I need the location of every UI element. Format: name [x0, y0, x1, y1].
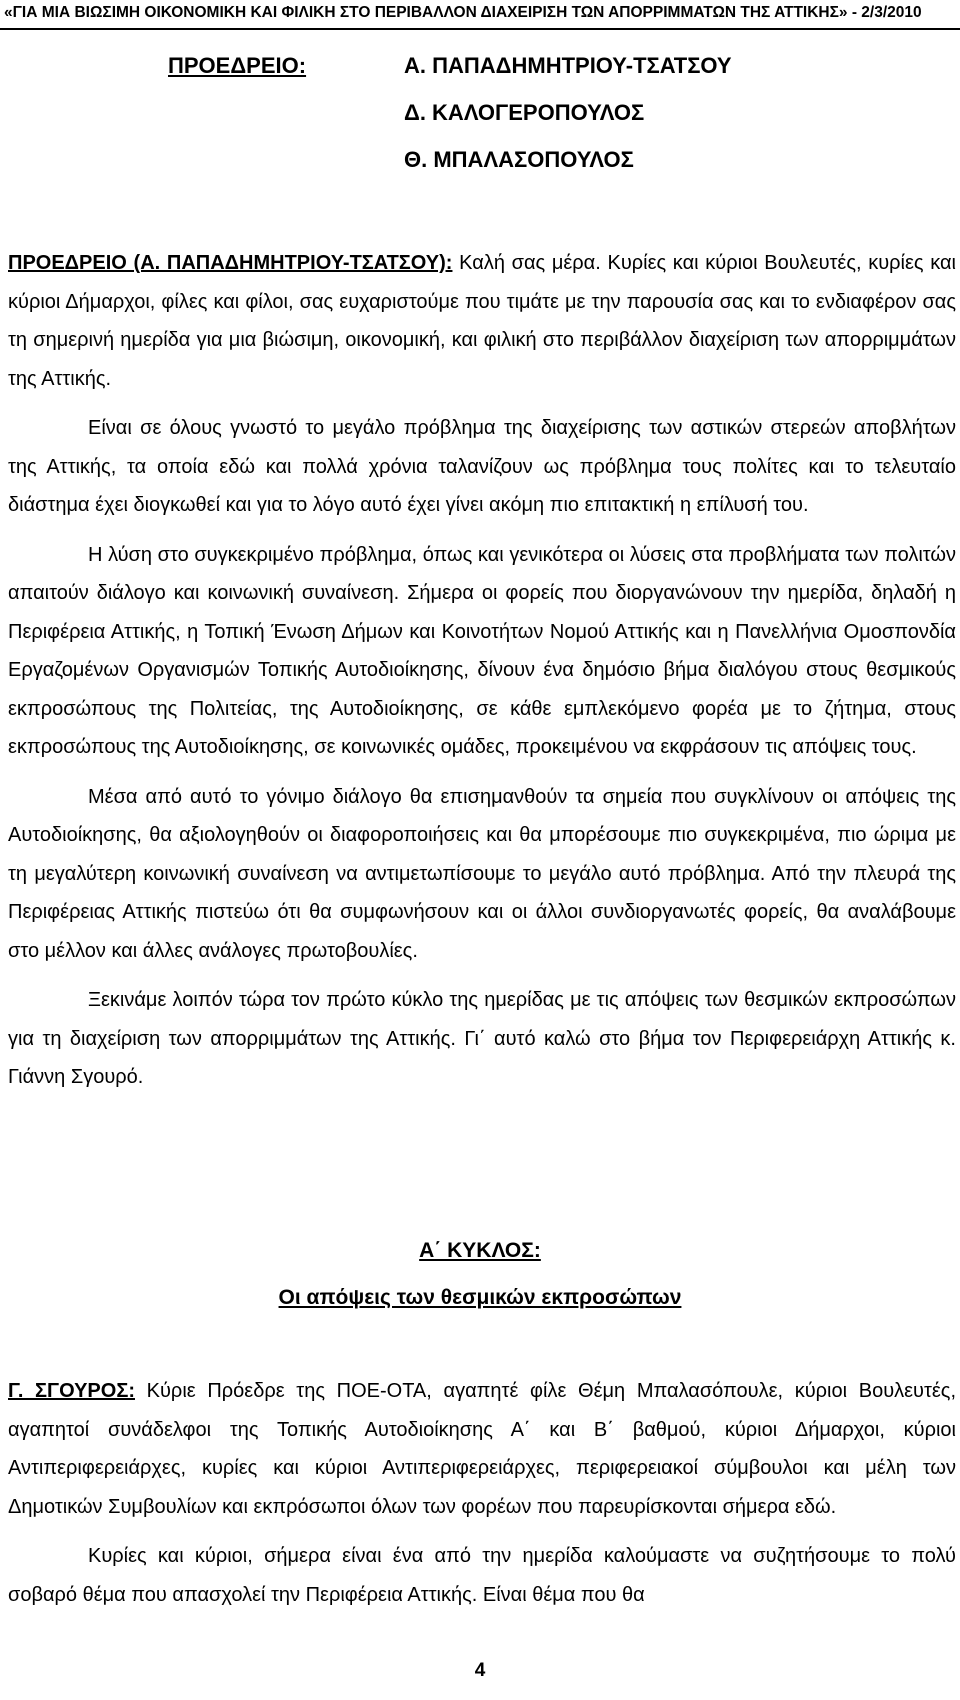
paragraph: Μέσα από αυτό το γόνιμο διάλογο θα επισημανθούν τα σημεία που συγκλίνουν οι απόψεις της Αυτοδιοίκησης, θα αξιολογηθούν οι διαφοροποιήσεις και θα μπορέσουμε πιο συγκεκριμένα, πιο ώριμα με τη μεγαλύτερη κοινωνική συναίνεση να αντιμετωπίσουμε το μεγάλο αυτό πρόβλημα. Από την πλευρά της Περιφέρειας Αττικής πιστεύω ότι θα συμφωνήσουν και οι άλλοι συνδιοργανωτές φορείς, θα αναλάβουμε στο μέλλον και άλλες ανάλογες πρωτοβουλίες. — [8, 785, 956, 962]
transcript-block-sgouros — [8, 1372, 956, 1625]
paragraph-text: Καλή σας μέρα. Κυρίες και κύριοι Βουλευτές, κυρίες και κύριοι Δήμαρχοι, φίλες και φίλοι, σας ευχαριστούμε που τιμάτε με την παρουσία σας και το ενδιαφέρον σας τη σημερινή ημερίδα για μια βιώσιμη, οικονομική, και φιλική στο περιβάλλον διαχείριση των απορριμμάτων της Αττικής. — [8, 252, 956, 390]
transcript-block-presidium — [8, 244, 956, 1108]
paragraph — [8, 1372, 956, 1526]
presidium-member: Δ. ΚΑΛΟΓΕΡΟΠΟΥΛΟΣ — [404, 100, 645, 125]
paragraph: Η λύση στο συγκεκριμένο πρόβλημα, όπως και γενικότερα οι λύσεις στα προβλήματα των πολιτών απαιτούν διάλογο και κοινωνική συναίνεση. Σήμερα οι φορείς που διοργανώνουν την ημερίδα, δηλαδή η Περιφέρεια Αττικής, η Τοπική Ένωση Δήμων και Κοινοτήτων Νομού Αττικής και η Πανελλήνια Ομοσπονδία Εργαζομένων Οργανισμών Τοπικής Αυτοδιοίκησης, δίνουν ένα δημόσιο βήμα διαλόγου στους θεσμικούς εκπροσώπους της Πολιτείας, της Αυτοδιοίκησης, σε κάθε εμπλεκόμενο φορέα με το ζήτημα, στους εκπροσώπους της Αυτοδιοίκησης, σε κοινωνικές ομάδες, προκειμένου να εκφράσουν τις απόψεις τους. — [8, 543, 956, 758]
section-subtitle: Οι απόψεις των θεσμικών εκπροσώπων — [278, 1286, 682, 1309]
paragraph: Κυρίες και κύριοι, σήμερα είναι ένα από την ημερίδα καλούμαστε να συζητήσουμε το πολύ σοβαρό θέμα που απασχολεί την Περιφέρεια Αττικής. Είναι θέμα που θα — [8, 1545, 956, 1606]
presidium-member: Α. ΠΑΠΑΔΗΜΗΤΡΙΟΥ-ΤΣΑΤΣΟΥ — [404, 53, 732, 78]
presidium-row — [168, 136, 868, 183]
paragraph: Είναι σε όλους γνωστό το μεγάλο πρόβλημα της διαχείρισης των αστικών στερεών αποβλήτων της Αττικής, τα οποία εδώ και πολλά χρόνια ταλανίζουν ως πρόβλημα τους πολίτες και το τελευταίο διάστημα έχει διογκωθεί και για το λόγο αυτό έχει γίνει ακόμη πιο επιτακτική η επίλυσή του. — [8, 417, 956, 516]
paragraph: Ξεκινάμε λοιπόν τώρα τον πρώτο κύκλο της ημερίδας με τις απόψεις των θεσμικών εκπροσώπων για τη διαχείριση των απορριμμάτων της Αττικής. Γι΄ αυτό καλώ στο βήμα τον Περιφερειάρχη Αττικής κ. Γιάννη Σγουρό. — [8, 989, 956, 1088]
speaker-name: Γ. ΣΓΟΥΡΟΣ: — [8, 1380, 135, 1402]
presidium-row — [168, 89, 868, 136]
presidium-member: Θ. ΜΠΑΛΑΣΟΠΟΥΛΟΣ — [404, 147, 634, 172]
speaker-name: ΠΡΟΕΔΡΕΙΟ (Α. ΠΑΠΑΔΗΜΗΤΡΙΟΥ-ΤΣΑΤΣΟΥ): — [8, 252, 453, 274]
running-header: «ΓΙΑ ΜΙΑ ΒΙΩΣΙΜΗ ΟΙΚΟΝΟΜΙΚΗ ΚΑΙ ΦΙΛΙΚΗ ΣΤΟ ΠΕΡΙΒΑΛΛΟΝ ΔΙΑΧΕΙΡΙΣΗ ΤΩΝ ΑΠΟΡΡΙΜΜΑΤΩΝ ΤΗΣ ΑΤΤΙΚΗΣ» - 2/3/2010 — [0, 0, 960, 30]
paragraph-text: Κύριε Πρόεδρε της ΠΟΕ-ΟΤΑ, αγαπητέ φίλε Θέμη Μπαλασόπουλε, κύριοι Βουλευτές, αγαπητοί συνάδελφοι της Τοπικής Αυτοδιοίκησης Α΄ και Β΄ βαθμού, κύριοι Δήμαρχοι, κύριοι Αντιπεριφερειάρχες, κυρίες και κύριοι Αντιπεριφερειάρχες, περιφερειακοί σύμβουλοι και μέλη των Δημοτικών Συμβουλίων και εκπρόσωποι όλων των φορέων που παρευρίσκονται σήμερα εδώ. — [8, 1380, 957, 1518]
section-title: Α΄ ΚΥΚΛΟΣ: — [419, 1239, 541, 1262]
presidium-label: ΠΡΟΕΔΡΕΙΟ: — [168, 53, 307, 78]
presidium-row — [168, 42, 868, 89]
presidium — [168, 42, 868, 183]
page-number: 4 — [474, 1660, 486, 1681]
paragraph — [8, 244, 956, 398]
